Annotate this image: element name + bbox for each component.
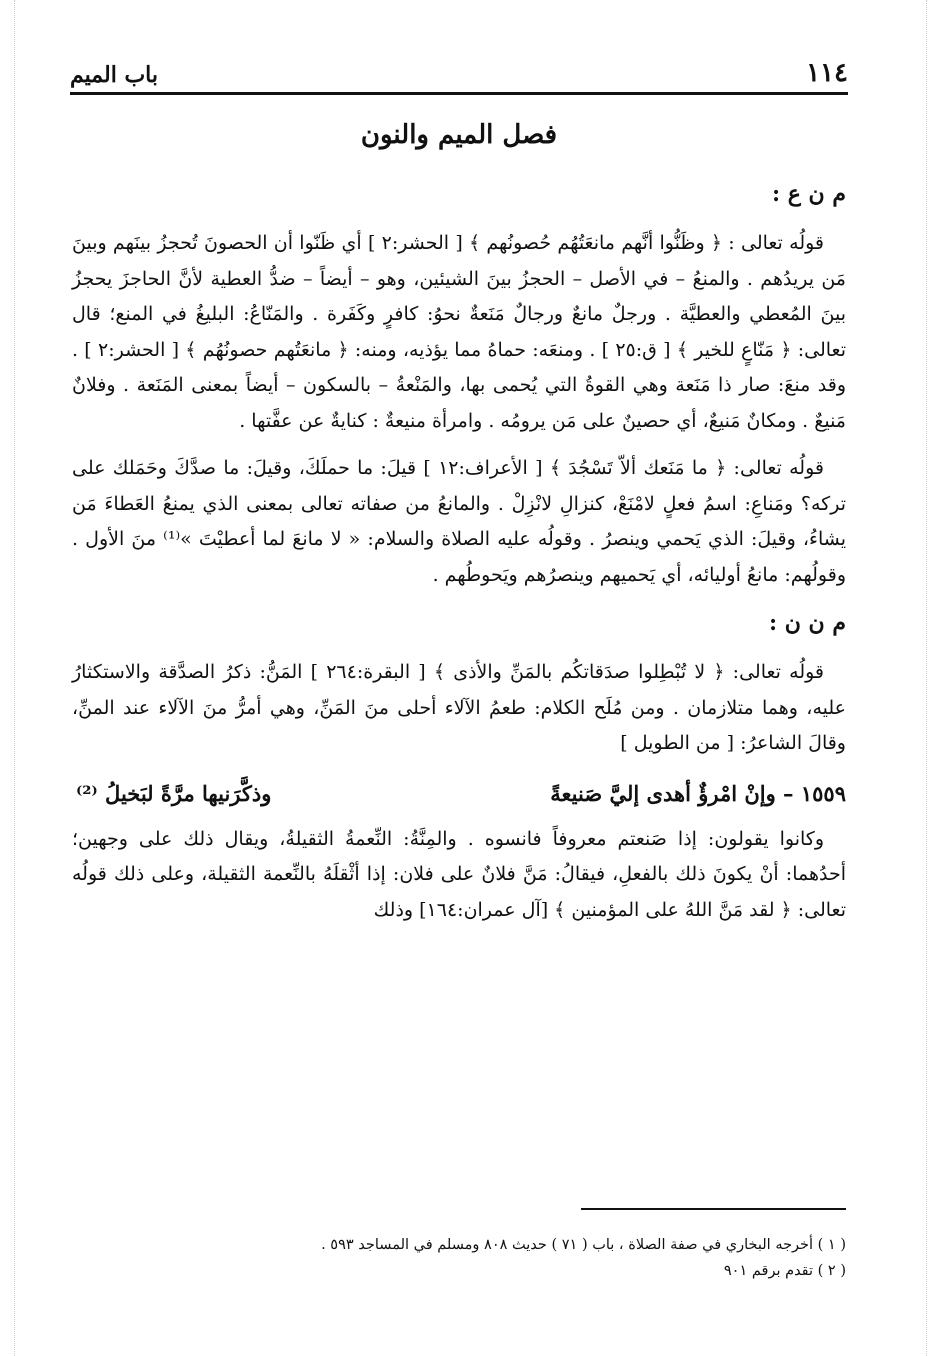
scan-artifact-left <box>14 0 15 1356</box>
chapter-title: فصل الميم والنون <box>360 120 558 150</box>
root-heading-mnn: م ن ن : <box>768 610 846 636</box>
paragraph-3: قولُه تعالى: ﴿ لا تُبْطِلوا صدَقاتكُم بالمَنِّ والأذى ﴾ [ البقرة:٢٦٤ ] المَنُّ: ذكرُ الصدَّقة والاستكثارُ عليه، وهما متلازمان . ومن مُلَح الكلام: طعمُ الآلاء أحلى منَ المَنِّ، وهي أمرُّ منَ الآلاء عند المنِّ، وقالَ الشاعرُ: [ من الطويل ] <box>72 661 846 754</box>
main-text <box>72 170 846 940</box>
verse-first-hemistich: ١٥٥٩ – وإنْ امْرؤٌ أهدى إليَّ صَنيعةً <box>550 780 846 806</box>
paragraph-2: قولُه تعالى: ﴿ ما مَنَعك ألاّ تَسْجُدَ ﴾ [ الأعراف:١٢ ] قيلَ: ما حملَكَ، وقيلَ: ما صدَّكَ وحَمَلك على تركه؟ ومَناعِ: اسمُ فعلٍ لامْنَعْ، كنزالِ لانْزِلْ . والمانعُ من صفاته تعالى بمعنى الذي يمنعُ العَطاءَ مَن يشاءُ، وقيلَ: الذي يَحمي وينصرُ . وقولُه عليه الصلاة والسلام: « لا مانعَ لما أعطيْتَ »⁽¹⁾ منَ الأول . وقولُهم: مانعُ أوليائه، أي يَحميهم وينصرُهم ويَحوطُهم . <box>72 457 846 586</box>
running-section-title: باب الميم <box>70 62 159 88</box>
footnote-separator <box>581 1208 846 1210</box>
root-heading-mn3: م ن ع : <box>771 181 846 207</box>
footnote-2: ( ٢ ) تقدم برقم ٩٠١ <box>723 1263 846 1279</box>
poetry-verse <box>72 774 846 814</box>
footnote-1: ( ١ ) أخرجه البخاري في صفة الصلاة ، باب ( ٧١ ) حديث ٨٠٨ ومسلم في المساجد ٥٩٣ . <box>321 1237 846 1253</box>
paragraph-1: قولُه تعالى : ﴿ وظَنُّوا أنَّهم مانعَتُهُم حُصونُهم ﴾ [ الحشر:٢ ] أي ظَنّوا أن الحصونَ تُحجزُ بينَهم وبينَ مَن يريدُهم . والمنعُ – في الأصل – الحجزُ بينَ الشيئين، وهو – أيضاً – ضدُّ العطية لأنَّ الحاجزَ يحجزُ بينَ المُعطي والعطيَّة . ورجلٌ مانعٌ ورجالٌ مَنَعةٌ نحوُ: كافرٍ وكَفَرة . والمَنّاعُ: البليغُ في المنع؛ قال تعالى: ﴿ مَنّاعٍ للخير ﴾ [ ق:٢٥ ] . ومنعَه: حماهُ مما يؤذيه، ومنه: ﴿ مانعَتُهم حصونُهُم ﴾ [ الحشر:٢ ] . وقد منعَ: صار ذا مَنَعة وهي القوةُ التي يُحمى بها، والمَنْعةُ – بالسكون – أيضاً بمعنى المَنَعة . وفلانٌ مَنيعٌ . ومكانٌ مَنيعٌ، أي حصينٌ على مَن يرومُه . وامرأة منيعةٌ : كنايةٌ عن عفَّتها . <box>72 232 846 432</box>
footnotes <box>72 1232 846 1284</box>
verse-second-hemistich: وذكَّرَنيها مرَّةً لبَخيلُ ⁽²⁾ <box>76 780 272 806</box>
page-number: ١١٤ <box>806 58 848 88</box>
scan-artifact-right <box>926 0 927 1356</box>
running-header <box>70 48 848 95</box>
paragraph-4: وكانوا يقولون: إذا صَنعتم معروفاً فانسوه . والمِنَّةُ: النِّعمةُ الثقيلةُ، ويقال ذلك على وجهين؛ أحدُهما: أنْ يكونَ ذلك بالفعلِ، فيقالُ: مَنَّ فلانٌ على فلان: إذا أثْقلَهُ بالنِّعمة الثقيلة، وعلى ذلك قولُه تعالى: ﴿ لقد مَنَّ اللهُ على المؤمنين ﴾ [آل عمران:١٦٤] وذلك <box>72 827 846 921</box>
